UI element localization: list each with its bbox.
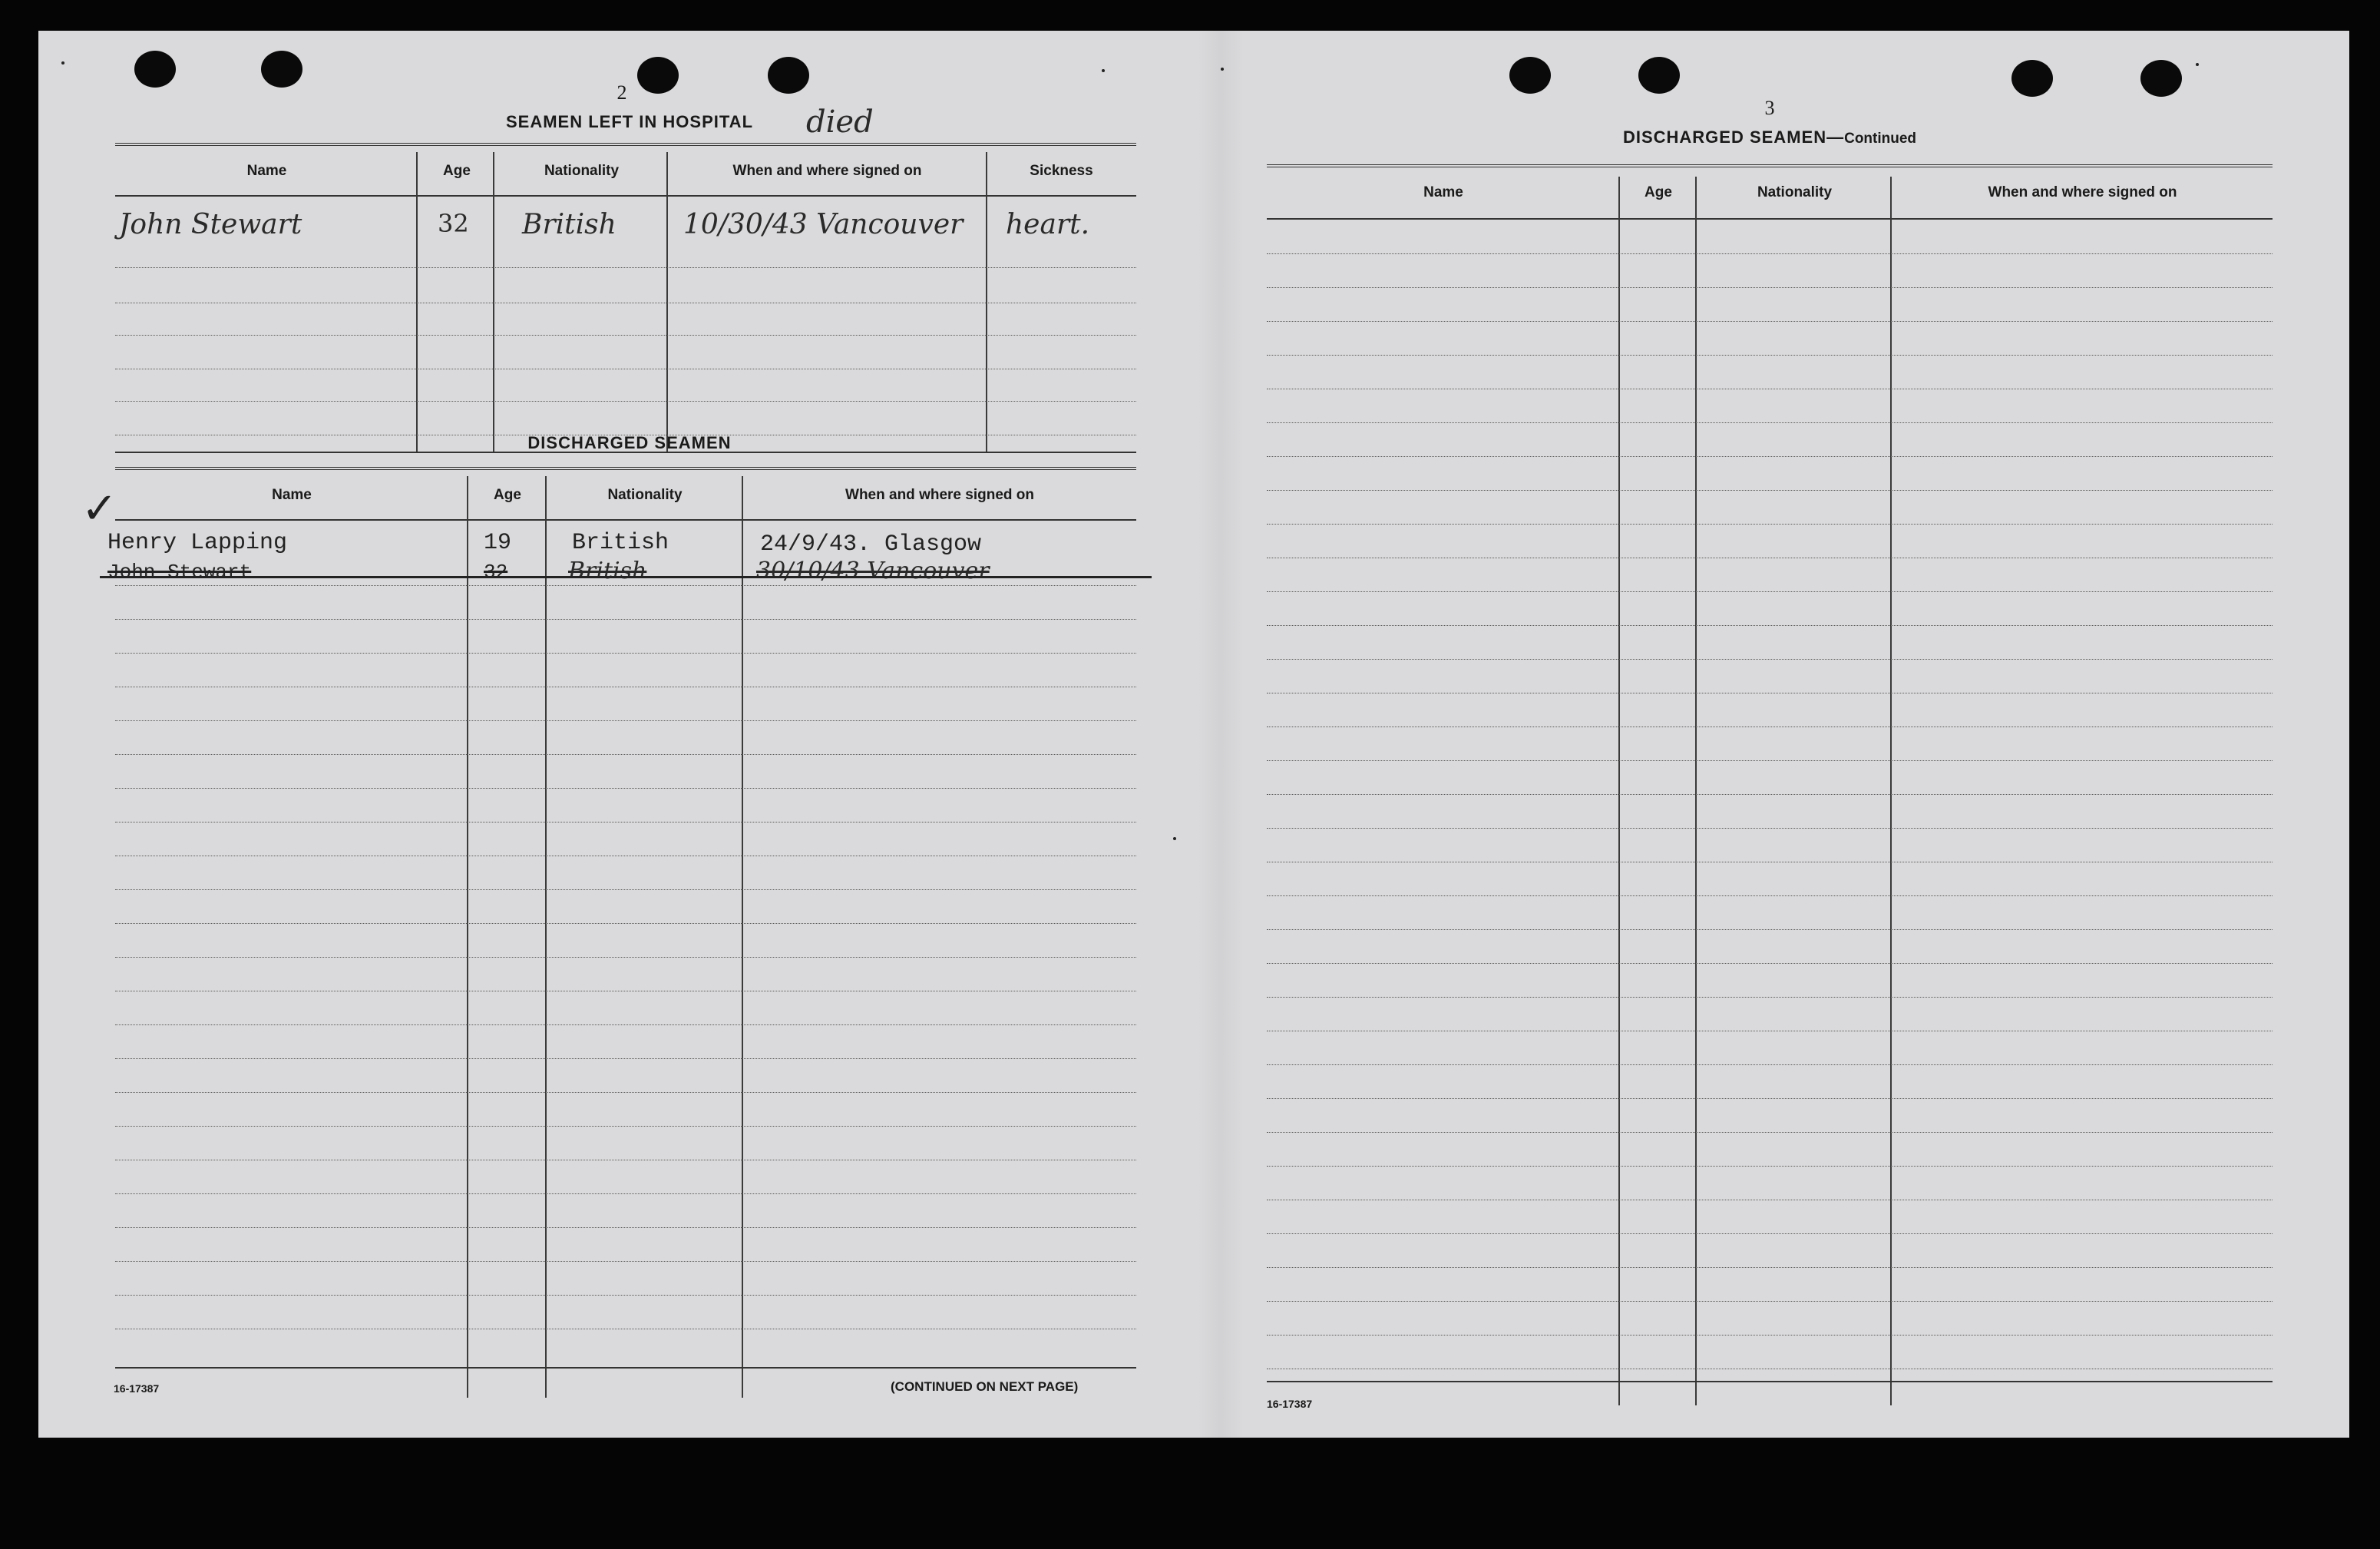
row-rule [115,1295,1136,1296]
hospital-header-rule [115,195,1136,197]
discharged-continued-title: DISCHARGED SEAMEN—Continued [1622,127,1917,147]
row-rule [1267,1166,2273,1167]
column-divider [467,476,468,1398]
row-rule [115,957,1136,958]
column-divider [416,152,418,452]
row-rule [1267,828,2273,829]
struck-signed-on: 30/10/43 Vancouver [756,558,990,584]
column-header-age: Age [494,487,521,503]
row-rule [115,1092,1136,1093]
row-rule [1267,524,2273,525]
row-rule [115,923,1136,924]
column-divider [742,476,743,1398]
struck-age: 32 [484,561,508,584]
strike-through-line [100,576,1152,578]
row-rule [1267,1267,2273,1268]
column-divider [545,476,547,1398]
speck [2196,63,2199,66]
column-header-signed-on: When and where signed on [845,487,1034,503]
row-rule [1267,422,2273,423]
punch-hole [2011,60,2053,97]
column-header-age: Age [1645,184,1672,200]
hospital-name: John Stewart [119,209,302,240]
row-rule [1267,1132,2273,1133]
right-table-bottom-rule [1267,1381,2273,1382]
row-rule [1267,659,2273,660]
row-rule [115,335,1136,336]
column-header-name: Name [246,163,287,179]
discharged-nationality: British [572,530,669,556]
column-divider [986,152,987,452]
page-fold [1198,31,1244,1438]
died-annotation: died [806,104,874,140]
discharged-age: 19 [484,530,512,556]
hospital-sickness: heart. [1006,209,1090,240]
struck-nationality: British [568,558,647,584]
column-divider [666,152,668,452]
column-divider [1618,177,1620,1405]
row-rule [1267,456,2273,457]
row-rule [115,1058,1136,1059]
row-rule [1267,1233,2273,1234]
check-mark: ✓ [81,484,117,534]
hospital-signed-on: 10/30/43 Vancouver [683,209,964,240]
punch-hole [261,51,302,88]
punch-hole [768,57,809,94]
title-suffix: Continued [1844,131,1917,147]
speck [61,61,64,65]
discharged-header-rule [115,519,1136,521]
row-rule [1267,490,2273,491]
column-header-age: Age [443,163,471,179]
row-rule [1267,1301,2273,1302]
row-rule [115,1126,1136,1127]
right-header-rule [1267,218,2273,220]
row-rule [1267,895,2273,896]
row-rule [115,1193,1136,1194]
column-header-signed-on: When and where signed on [1988,184,2177,200]
form-number: 16-17387 [1267,1398,1313,1410]
row-rule [1267,625,2273,626]
discharged-table-bottom-rule [115,1367,1136,1369]
row-rule [1267,997,2273,998]
form-number: 16-17387 [114,1382,160,1395]
column-header-name: Name [272,487,312,503]
row-rule [1267,253,2273,254]
row-rule [115,401,1136,402]
speck [1221,68,1224,71]
column-header-nationality: Nationality [607,487,683,503]
column-divider [1890,177,1892,1405]
speck [1102,69,1105,72]
punch-hole [637,57,679,94]
hospital-nationality: British [522,209,616,240]
row-rule [115,889,1136,890]
column-header-nationality: Nationality [544,163,620,179]
column-header-nationality: Nationality [1757,184,1833,200]
page-number: 3 [1764,97,1775,119]
row-rule [115,1227,1136,1228]
punch-hole [1509,57,1551,94]
row-rule [1267,1098,2273,1099]
hospital-age: 32 [438,209,469,238]
discharged-name: Henry Lapping [107,530,288,556]
struck-name: John Stewart [107,561,252,584]
punch-hole [2140,60,2182,97]
speck [1173,837,1176,840]
column-header-signed-on: When and where signed on [732,163,922,179]
row-rule [115,720,1136,721]
row-rule [1267,1335,2273,1336]
row-rule [115,267,1136,268]
row-rule [115,788,1136,789]
column-header-name: Name [1423,184,1463,200]
row-rule [1267,321,2273,322]
column-divider [493,152,494,452]
row-rule [115,585,1136,586]
right-table-top-rule [1267,164,2273,167]
punch-hole [134,51,176,88]
row-rule [1267,760,2273,761]
column-header-sickness: Sickness [1030,163,1093,179]
row-rule [115,619,1136,620]
row-rule [115,653,1136,654]
row-rule [115,754,1136,755]
continued-note: (CONTINUED ON NEXT PAGE) [891,1379,1079,1394]
row-rule [115,1024,1136,1025]
row-rule [1267,794,2273,795]
row-rule [1267,355,2273,356]
row-rule [1267,963,2273,964]
page-number: 2 [616,81,627,104]
discharged-signed-on: 24/9/43. Glasgow [760,531,982,558]
row-rule [1267,287,2273,288]
column-divider [1695,177,1697,1405]
hospital-section-title: SEAMEN LEFT IN HOSPITAL [505,112,754,131]
hospital-table-top-rule [115,143,1136,146]
row-rule [1267,929,2273,930]
row-rule [1267,1064,2273,1065]
discharged-table-top-rule [115,467,1136,470]
row-rule [115,1261,1136,1262]
row-rule [1267,591,2273,592]
punch-hole [1638,57,1680,94]
ledger-sheet [38,31,2349,1438]
discharged-section-title: DISCHARGED SEAMEN [527,433,732,452]
